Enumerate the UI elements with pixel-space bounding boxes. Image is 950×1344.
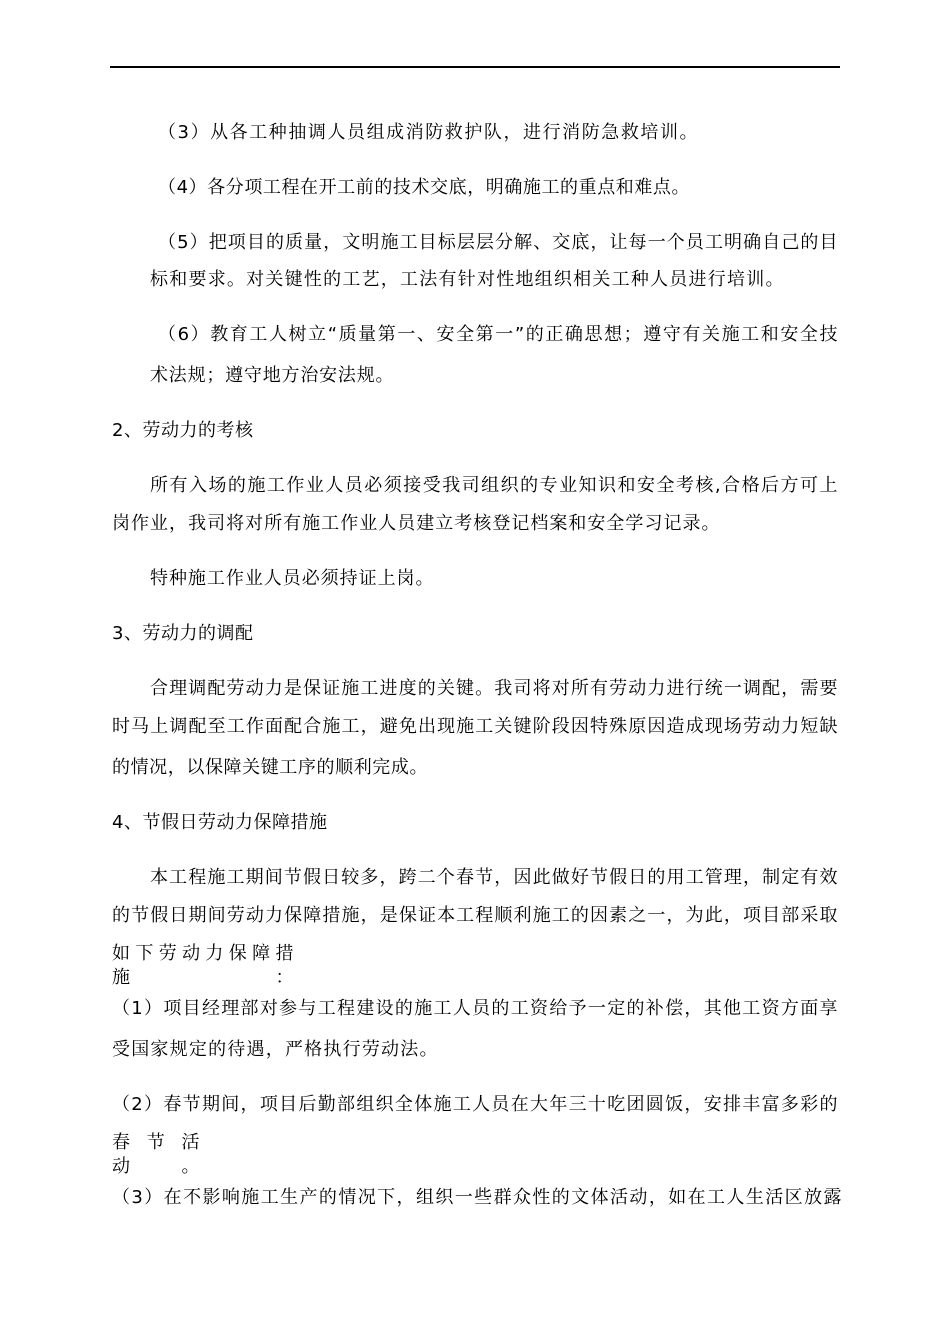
holiday-measure-2: （2）春节期间，项目后勤部组织全体施工人员在大年三十吃团圆饭，安排丰富多彩的 bbox=[112, 1094, 838, 1115]
section-heading-2: 2、劳动力的考核 bbox=[112, 420, 254, 441]
list-item-6-continued: 术法规；遵守地方治安法规。 bbox=[150, 365, 394, 386]
paragraph-holiday: 本工程施工期间节假日较多，跨二个春节，因此做好节假日的用工管理，制定有效 bbox=[150, 867, 838, 888]
paragraph-holiday-continued-1: 的节假日期间劳动力保障措施，是保证本工程顺利施工的因素之一，为此，项目部采取 bbox=[112, 905, 838, 926]
holiday-measure-1-continued: 受国家规定的待遇，严格执行劳动法。 bbox=[112, 1039, 438, 1060]
holiday-measure-1: （1）项目经理部对参与工程建设的施工人员的工资给予一定的补偿，其他工资方面享 bbox=[112, 998, 838, 1019]
paragraph-certification: 特种施工作业人员必须持证上岗。 bbox=[150, 568, 434, 589]
section-heading-3: 3、劳动力的调配 bbox=[112, 623, 254, 644]
list-item-3-fire-team: （3）从各工种抽调人员组成消防救护队，进行消防急救培训。 bbox=[158, 122, 698, 143]
holiday-measure-3: （3）在不影响施工生产的情况下，组织一些群众性的文体活动，如在工人生活区放露 bbox=[112, 1187, 842, 1208]
paragraph-holiday-continued-2: 如下劳动力保障措施： bbox=[112, 943, 294, 988]
list-item-5-continued: 标和要求。对关键性的工艺，工法有针对性地组织相关工种人员进行培训。 bbox=[150, 269, 784, 290]
section-heading-4: 4、节假日劳动力保障措施 bbox=[112, 812, 328, 833]
paragraph-allocation: 合理调配劳动力是保证施工进度的关键。我司将对所有劳动力进行统一调配，需要 bbox=[150, 678, 838, 699]
paragraph-allocation-continued-2: 的情况，以保障关键工序的顺利完成。 bbox=[112, 757, 428, 778]
list-item-6-education: （6）教育工人树立“质量第一、安全第一”的正确思想；遵守有关施工和安全技 bbox=[158, 324, 838, 345]
holiday-measure-2-continued: 春节活动。 bbox=[112, 1132, 200, 1177]
paragraph-allocation-continued-1: 时马上调配至工作面配合施工，避免出现施工关键阶段因特殊原因造成现场劳动力短缺 bbox=[112, 716, 838, 737]
paragraph-assessment: 所有入场的施工作业人员必须接受我司组织的专业知识和安全考核,合格后方可上 bbox=[150, 475, 838, 496]
list-item-5-goal-breakdown: （5）把项目的质量，文明施工目标层层分解、交底，让每一个员工明确自己的目 bbox=[158, 232, 838, 253]
paragraph-assessment-continued: 岗作业，我司将对所有施工作业人员建立考核登记档案和安全学习记录。 bbox=[112, 513, 720, 534]
header-rule bbox=[110, 66, 840, 68]
list-item-4-technical-briefing: （4）各分项工程在开工前的技术交底，明确施工的重点和难点。 bbox=[158, 177, 690, 198]
